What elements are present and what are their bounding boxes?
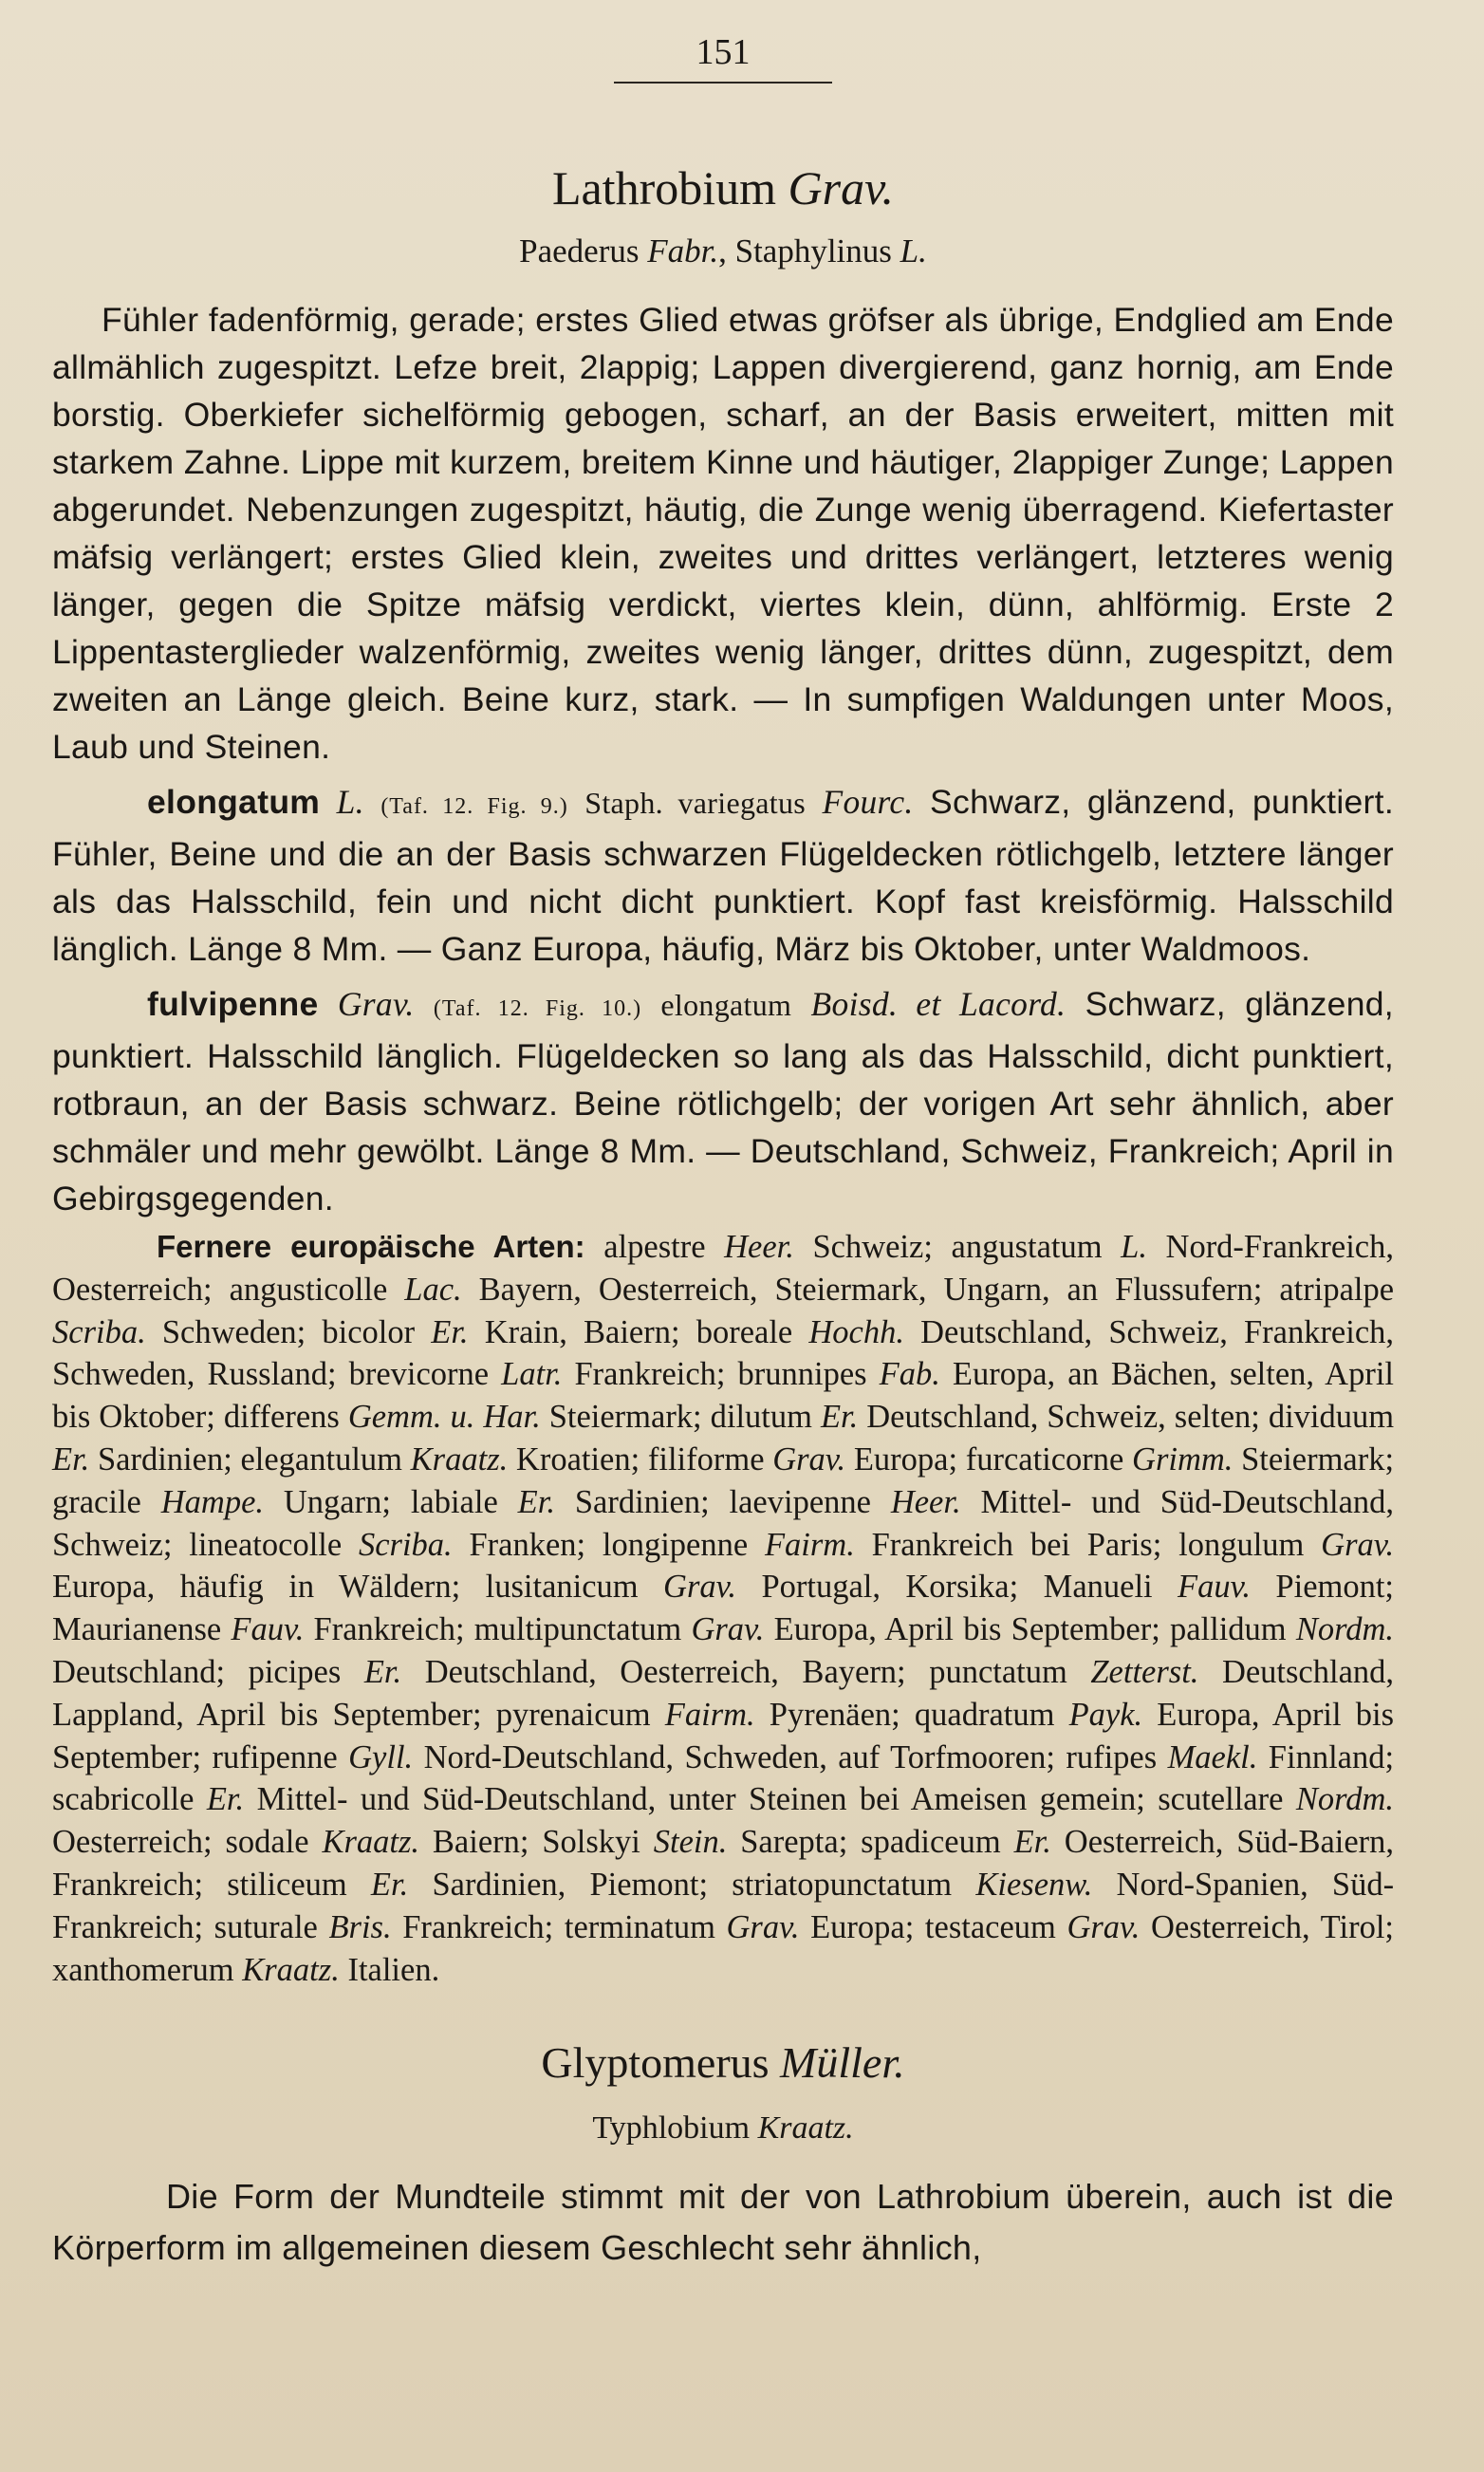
other-species-entry bbox=[925, 1909, 1394, 1945]
genus-name: Glyptomerus bbox=[541, 2038, 770, 2088]
other-species-name: filiforme bbox=[647, 1440, 765, 1478]
species-description: Schwarz, glänzend, punktiert. Halsschild länglich. Flügeldecken so lang als das Halsschild, dicht punktiert, rotbraun, an der Basis schwarz. Beine rötlichgelb; der vorigen Art sehr ähnlich, aber schmäler und mehr gewölbt. Länge 8 Mm. — Deutschland, Schweiz, Frankreich; April in Gebirgsgegenden. bbox=[52, 985, 1394, 1217]
other-species-name: lineatocolle bbox=[189, 1526, 343, 1563]
other-species-entry bbox=[711, 1399, 1260, 1435]
other-species-list bbox=[52, 1226, 1394, 1991]
other-species-locality: Deutschland, Lappland, April bis September; bbox=[52, 1653, 1395, 1733]
other-species-name: picipes bbox=[248, 1653, 342, 1690]
other-species-name: brevicorne bbox=[348, 1356, 490, 1393]
other-species-author: Maekl. bbox=[1167, 1738, 1258, 1775]
other-species-locality: Schweden; bbox=[161, 1313, 306, 1350]
other-species-name: pallidum bbox=[1169, 1611, 1287, 1648]
species-synonym: Staph. variegatus bbox=[584, 786, 807, 820]
other-species-author: Latr. bbox=[501, 1356, 563, 1393]
other-species-locality: Nord-Frankreich, Oesterreich; bbox=[52, 1229, 1394, 1308]
other-species-locality: Nord-Deutschland, Schweden, auf Torfmooren; bbox=[423, 1738, 1055, 1775]
other-species-locality: Europa, April bis September; bbox=[52, 1696, 1395, 1775]
other-species-entry bbox=[966, 1441, 1394, 1478]
other-species-name: dilutum bbox=[710, 1399, 812, 1436]
other-species-locality: Krain, Baiern; bbox=[484, 1313, 680, 1350]
other-species-author: Hochh. bbox=[808, 1313, 904, 1350]
other-species-entry bbox=[603, 1527, 1161, 1563]
other-species-author: Gyll. bbox=[348, 1738, 414, 1775]
other-species-locality: Deutschland, Oesterreich, Bayern; bbox=[424, 1653, 906, 1690]
genus-author: Grav. bbox=[788, 161, 895, 214]
other-species-author: Grav. bbox=[772, 1440, 846, 1478]
species-author: Grav. bbox=[337, 985, 415, 1023]
other-species-entry bbox=[1044, 1569, 1394, 1605]
other-species-author: Fab. bbox=[879, 1356, 940, 1393]
synonym-text: Paederus bbox=[519, 232, 648, 270]
other-species-entry bbox=[52, 1781, 1145, 1817]
other-species-name: pyrenaicum bbox=[495, 1696, 651, 1733]
other-species-entry bbox=[52, 1484, 391, 1520]
species-entry bbox=[52, 980, 1394, 1222]
other-species-author: Fairm. bbox=[664, 1696, 755, 1733]
other-species-locality: Italien. bbox=[347, 1951, 440, 1988]
other-species-name: differens bbox=[223, 1399, 340, 1436]
other-species-locality: Frankreich bei Paris; bbox=[871, 1526, 1162, 1563]
genus-description-2: Die Form der Mundteile stimmt mit der von Lathrobium überein, auch ist die Körperform im allgemeinen diesem Geschlecht sehr ähnlich, bbox=[52, 2177, 1394, 2268]
other-species-locality: Sardinien, Piemont; bbox=[432, 1866, 709, 1903]
other-species-name: suturale bbox=[213, 1908, 318, 1945]
synonym-author: Kraatz. bbox=[757, 2110, 854, 2147]
other-species-name: gracile bbox=[52, 1483, 141, 1520]
page-number: 151 bbox=[696, 32, 751, 72]
other-species-locality: Mittel- und Süd-Deutschland, unter Steinen bei Ameisen gemein; bbox=[256, 1781, 1145, 1818]
other-species-name: Solskyi bbox=[542, 1824, 640, 1861]
other-species-author: Gemm. u. Har. bbox=[347, 1399, 541, 1436]
species-synonym: elongatum bbox=[660, 988, 792, 1022]
other-species-name: punctatum bbox=[929, 1653, 1067, 1690]
other-species-entry bbox=[411, 1484, 710, 1520]
other-species-entry bbox=[542, 1824, 847, 1860]
other-species-locality: Nord-Spanien, Süd-Frankreich; bbox=[52, 1866, 1395, 1945]
genus-synonyms bbox=[52, 230, 1394, 273]
synonym-author: Fabr. bbox=[647, 232, 719, 270]
other-species-author: Grav. bbox=[726, 1908, 800, 1945]
other-species-locality: Baiern; bbox=[432, 1824, 529, 1861]
genus-heading bbox=[52, 158, 1394, 218]
other-species-entry bbox=[224, 1399, 702, 1435]
other-species-author: Er. bbox=[206, 1781, 245, 1818]
other-species-author: Nordm. bbox=[1295, 1781, 1395, 1818]
other-species-author: Bris. bbox=[328, 1908, 392, 1945]
genus-synonyms-2 bbox=[52, 2107, 1394, 2150]
other-species-author: Scriba. bbox=[52, 1313, 146, 1350]
other-species-name: Manueli bbox=[1043, 1569, 1153, 1606]
other-species-locality: Frankreich; bbox=[574, 1356, 726, 1393]
other-species-heading: Fernere europäische Arten: bbox=[157, 1229, 585, 1264]
other-species-name: stiliceum bbox=[227, 1866, 347, 1903]
other-species-author: Fauv. bbox=[231, 1611, 305, 1648]
species-entry bbox=[52, 778, 1394, 973]
other-species-author: Scriba. bbox=[358, 1526, 453, 1563]
other-species-entry bbox=[213, 1739, 1055, 1775]
other-species-entry bbox=[189, 1527, 585, 1563]
genus-heading-2 bbox=[52, 2035, 1394, 2091]
other-species-locality: Frankreich; bbox=[402, 1908, 554, 1945]
other-species-entry bbox=[227, 1867, 708, 1903]
other-species-name: xanthomerum bbox=[52, 1951, 234, 1988]
other-species-name: angustatum bbox=[951, 1229, 1103, 1265]
species-synonym-author: Fourc. bbox=[822, 783, 914, 821]
other-species-locality: Europa; bbox=[810, 1908, 915, 1945]
other-species-name: quadratum bbox=[914, 1696, 1055, 1733]
other-species-name: striatopunctatum bbox=[732, 1866, 953, 1903]
other-species-entry bbox=[230, 1272, 1263, 1308]
other-species-author: Er. bbox=[431, 1313, 469, 1350]
synonym-text: Typhlobium bbox=[592, 2110, 751, 2147]
other-species-locality: Sardinien; bbox=[574, 1483, 710, 1520]
other-species-locality: Europa; bbox=[853, 1440, 958, 1478]
other-species-author: Nordm. bbox=[1295, 1611, 1395, 1648]
other-species-locality: Deutschland, Schweiz, selten; bbox=[866, 1399, 1260, 1436]
other-species-locality: Deutschland, Schweiz, Frankreich, Schweden, Russland; bbox=[52, 1313, 1395, 1393]
other-species-name: furcaticorne bbox=[965, 1440, 1124, 1478]
other-species-author: L. bbox=[1121, 1229, 1147, 1265]
other-species-author: Grimm. bbox=[1132, 1440, 1234, 1478]
other-species-locality: Sardinien; bbox=[97, 1440, 232, 1478]
species-name: elongatum bbox=[147, 783, 321, 821]
species-name: fulvipenne bbox=[147, 985, 319, 1023]
other-species-author: Kraatz. bbox=[322, 1824, 420, 1861]
other-species-name: labiale bbox=[410, 1483, 498, 1520]
other-species-name: angusticolle bbox=[229, 1271, 388, 1308]
other-species-locality: Deutschland; bbox=[52, 1653, 226, 1690]
other-species-author: Er. bbox=[517, 1483, 555, 1520]
genus-name: Lathrobium bbox=[551, 161, 776, 214]
other-species-entry bbox=[486, 1569, 1019, 1605]
other-species-entry bbox=[603, 1229, 933, 1265]
other-species-locality: Oesterreich, Tirol; bbox=[1151, 1908, 1395, 1945]
synonym-text: , Staphylinus bbox=[718, 232, 900, 270]
other-species-author: Kraatz. bbox=[410, 1440, 509, 1478]
other-species-name: alpestre bbox=[603, 1229, 706, 1265]
other-species-name: multipunctatum bbox=[473, 1611, 682, 1648]
other-species-author: Kiesenw. bbox=[975, 1866, 1093, 1903]
other-species-entry bbox=[322, 1314, 679, 1350]
other-species-name: longulum bbox=[1178, 1526, 1305, 1563]
plate-reference: (Taf. 12. Fig. 9.) bbox=[380, 794, 568, 819]
other-species-entry bbox=[225, 1824, 529, 1860]
other-species-author: Lac. bbox=[404, 1271, 462, 1308]
other-species-name: lusitanicum bbox=[485, 1569, 639, 1606]
other-species-locality: Steiermark; bbox=[548, 1399, 702, 1436]
other-species-author: Grav. bbox=[691, 1611, 765, 1648]
other-species-name: testaceum bbox=[924, 1908, 1056, 1945]
other-species-author: Er. bbox=[52, 1440, 90, 1478]
other-species-author: Grav. bbox=[1067, 1908, 1141, 1945]
other-species-author: Fauv. bbox=[1178, 1569, 1251, 1606]
other-species-name: rufipes bbox=[1066, 1738, 1158, 1775]
other-species-author: Heer. bbox=[890, 1483, 961, 1520]
other-species-name: spadiceum bbox=[861, 1824, 1001, 1861]
other-species-locality: Finnland; bbox=[1268, 1738, 1395, 1775]
other-species-locality: Kroatien; bbox=[515, 1440, 640, 1478]
other-species-locality: Portugal, Korsika; bbox=[761, 1569, 1019, 1606]
plate-reference: (Taf. 12. Fig. 10.) bbox=[433, 996, 642, 1021]
other-species-name: Maurianense bbox=[52, 1611, 222, 1648]
other-species-name: sodale bbox=[225, 1824, 309, 1861]
other-species-locality: Europa, April bis September; bbox=[773, 1611, 1160, 1648]
other-species-name: scutellare bbox=[1158, 1781, 1284, 1818]
other-species-author: Stein. bbox=[653, 1824, 728, 1861]
other-species-name: bicolor bbox=[322, 1313, 416, 1350]
genus-description: Fühler fadenförmig, gerade; erstes Glied etwas gröfser als übrige, Endglied am Ende allmählich zugespitzt. Lefze breit, 2lappig; Lappen divergierend, ganz hornig, am Ende borstig. Oberkiefer sichelförmig gebogen, scharf, an der Basis erweitert, mitten mit starkem Zahne. Lippe mit kurzem, breitem Kinne und häutiger, 2lappiger Zunge; Lappen abgerundet. Nebenzungen zugespitzt, häutig, die Zunge wenig überragend. Kiefertaster mäfsig verlängert; erstes Glied klein, zweites und drittes verlängert, letzteres wenig länger, gegen die Spitze mäfsig verdickt, viertes klein, dünn, ahlförmig. Erste 2 Lippentasterglieder walzenförmig, zweites wenig länger, drittes dünn, zugespitzt, dem zweiten an Länge gleich. Beine kurz, stark. — In sumpfigen Waldungen unter Moos, Laub und Steinen. bbox=[52, 301, 1394, 766]
other-species-name: boreale bbox=[696, 1313, 793, 1350]
other-species-author: Er. bbox=[370, 1866, 409, 1903]
other-species-name: longipenne bbox=[602, 1526, 749, 1563]
other-species-entry bbox=[240, 1441, 640, 1478]
other-species-entry bbox=[52, 1611, 465, 1647]
other-species-author: Er. bbox=[820, 1399, 859, 1436]
other-species-entry bbox=[565, 1909, 914, 1945]
other-species-author: Zetterst. bbox=[1090, 1653, 1199, 1690]
other-species-entry bbox=[496, 1697, 900, 1733]
other-species-entry bbox=[349, 1356, 726, 1392]
other-species-locality: Schweiz; bbox=[812, 1229, 933, 1265]
other-species-author: Payk. bbox=[1068, 1696, 1143, 1733]
species-synonym-author: Boisd. et Lacord. bbox=[810, 985, 1067, 1023]
other-species-name: rufipenne bbox=[212, 1738, 338, 1775]
species-author: L. bbox=[336, 783, 364, 821]
other-species-locality: Oesterreich; bbox=[52, 1824, 213, 1861]
other-species-author: Er. bbox=[1013, 1824, 1051, 1861]
other-species-name: elegantulum bbox=[240, 1440, 402, 1478]
other-species-name: atripalpe bbox=[1279, 1271, 1395, 1308]
other-species-locality: Europa, an Bächen, selten, April bis Oktober; bbox=[52, 1356, 1395, 1436]
other-species-locality: Bayern, Oesterreich, Steiermark, Ungarn, an Flussufern; bbox=[478, 1271, 1263, 1308]
other-species-locality: Piemont; bbox=[1275, 1569, 1395, 1606]
header-rule bbox=[614, 82, 832, 84]
genus-author: Müller. bbox=[780, 2038, 905, 2088]
other-species-author: Fairm. bbox=[764, 1526, 855, 1563]
other-species-name: brunnipes bbox=[737, 1356, 867, 1393]
other-species-locality: Steiermark; bbox=[1241, 1440, 1395, 1478]
other-species-locality: Mittel- und Süd-Deutschland, Schweiz; bbox=[52, 1483, 1395, 1563]
other-species-locality: Ungarn; bbox=[283, 1483, 391, 1520]
other-species-locality: Sarepta; bbox=[740, 1824, 848, 1861]
other-species-entry bbox=[52, 1952, 439, 1988]
other-species-locality: Franken; bbox=[469, 1526, 586, 1563]
other-species-locality: Oesterreich, Süd-Baiern, Frankreich; bbox=[52, 1824, 1395, 1903]
other-species-entry bbox=[648, 1441, 957, 1478]
other-species-entry bbox=[1066, 1739, 1394, 1775]
other-species-author: Er. bbox=[363, 1653, 402, 1690]
other-species-author: Grav. bbox=[663, 1569, 737, 1606]
other-species-locality: Frankreich; bbox=[313, 1611, 465, 1648]
other-species-author: Kraatz. bbox=[242, 1951, 340, 1988]
other-species-locality: Pyrenäen; bbox=[769, 1696, 900, 1733]
species-description: Schwarz, glänzend, punktiert. Fühler, Beine und die an der Basis schwarzen Flügeldecken rötlichgelb, letztere länger als das Halsschild, fein und nicht dicht punktiert. Kopf fast kreisförmig. Halsschild länglich. Länge 8 Mm. — Ganz Europa, häufig, März bis Oktober, unter Waldmoos. bbox=[52, 783, 1394, 968]
other-species-author: Hampe. bbox=[160, 1483, 265, 1520]
other-species-author: Heer. bbox=[724, 1229, 794, 1265]
other-species-entry bbox=[474, 1611, 1160, 1647]
other-species-name: scabricolle bbox=[52, 1781, 195, 1818]
other-species-name: laevipenne bbox=[729, 1483, 871, 1520]
other-species-locality: Europa, häufig in Wäldern; bbox=[52, 1569, 461, 1606]
other-species-entry bbox=[214, 1909, 554, 1945]
synonym-author: L. bbox=[900, 232, 927, 270]
other-species-name: dividuum bbox=[1268, 1399, 1395, 1436]
other-species-entry bbox=[249, 1654, 906, 1690]
other-species-author: Grav. bbox=[1321, 1526, 1395, 1563]
other-species-name: terminatum bbox=[564, 1908, 715, 1945]
